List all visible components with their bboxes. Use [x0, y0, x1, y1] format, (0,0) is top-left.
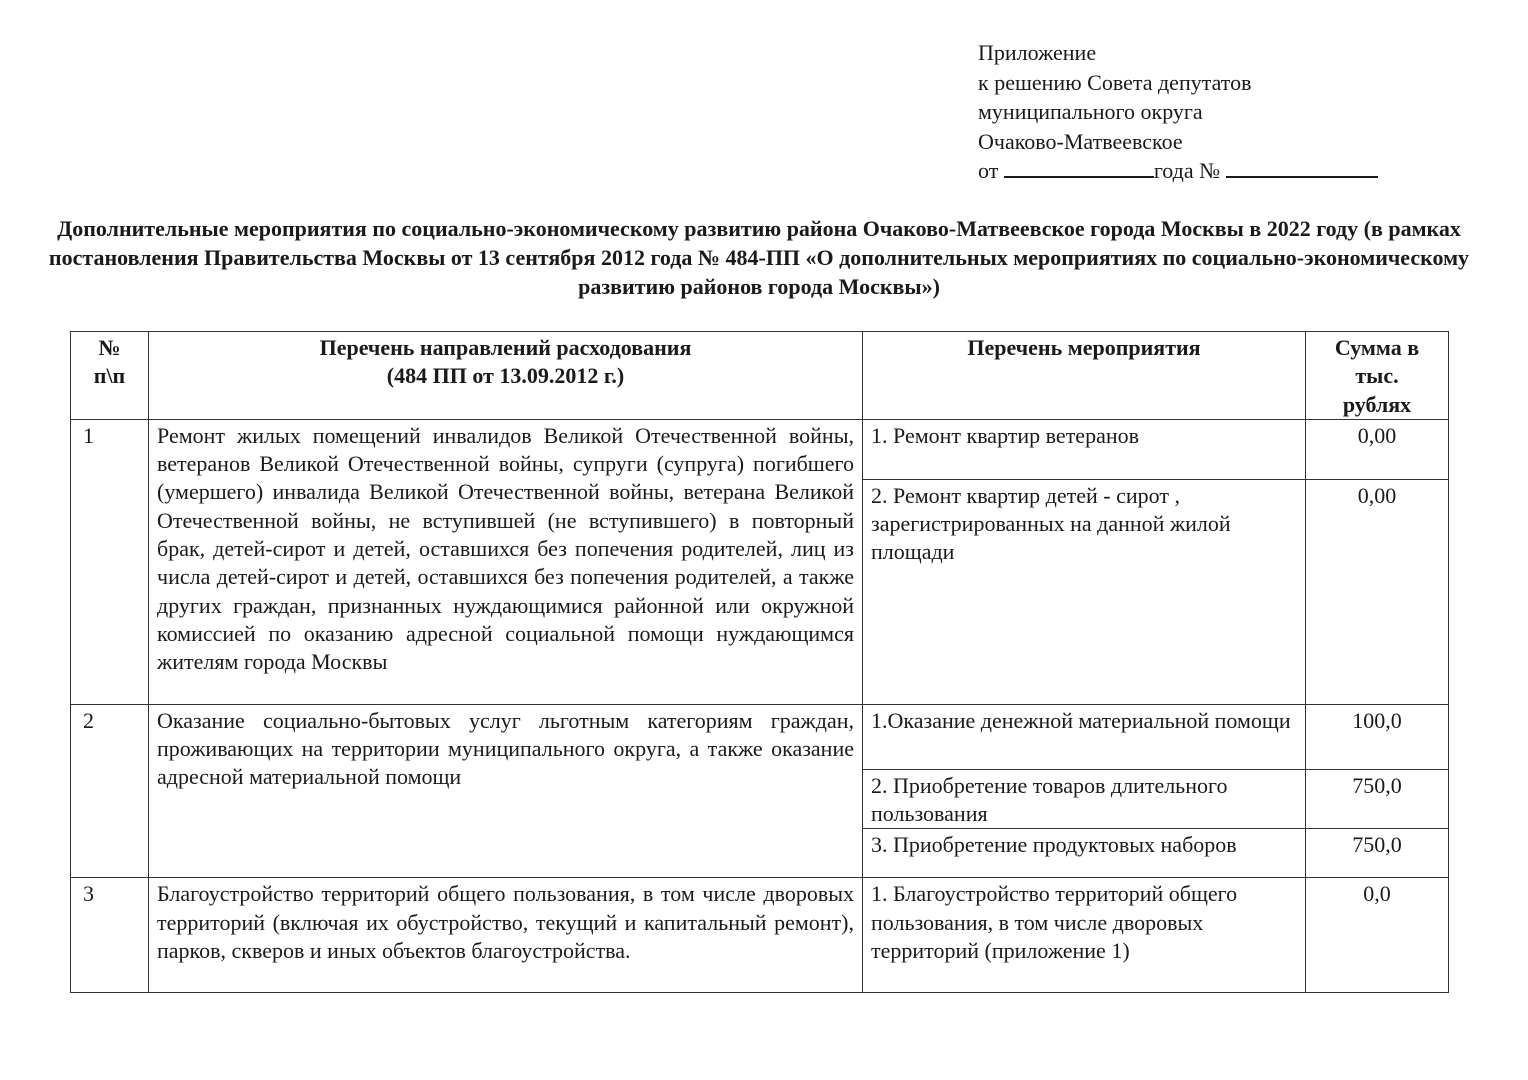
- measures-table: [70, 331, 1449, 993]
- row-sum: 100,0: [1306, 704, 1449, 769]
- row-event: 1. Благоустройство территорий общего пользования, в том числе дворовых территорий (приложение 1): [863, 878, 1306, 993]
- table-row: [71, 878, 1449, 993]
- table-header-row: [71, 332, 1449, 420]
- row-event: 1. Ремонт квартир ветеранов: [863, 419, 1306, 479]
- appendix-line: к решению Совета депутатов: [978, 69, 1252, 95]
- header-event: Перечень мероприятия: [863, 332, 1306, 420]
- row-sum: 0,00: [1306, 419, 1449, 479]
- date-mid: года №: [1153, 158, 1226, 183]
- table-row: [71, 419, 1449, 479]
- header-direction: Перечень направлений расходования (484 ПП от 13.09.2012 г.): [149, 332, 863, 420]
- row-event: 1.Оказание денежной материальной помощи: [863, 704, 1306, 769]
- number-blank: [1226, 158, 1378, 178]
- document-title: Дополнительные мероприятия по социально-экономическому развитию района Очаково-Матвеевское города Москвы в 2022 году (в рамках постановления Правительства Москвы от 13 сентября 2012 года № 484-ПП «О дополнительных мероприятиях по социально-экономическому развитию районов города Москвы»): [48, 216, 1470, 299]
- row-event: 3. Приобретение продуктовых наборов: [863, 829, 1306, 878]
- appendix-line: Приложение: [978, 40, 1097, 65]
- row-number: 3: [71, 878, 149, 993]
- row-direction: Ремонт жилых помещений инвалидов Великой Отечественной войны, ветеранов Великой Отечественной войны, супруги (супруга) погибшего (умершего) инвалида Великой Отечественной войны, ветерана Великой Отечественной войны, не вступившей (не вступившего) в повторный брак, детей-сирот и детей, оставшихся без попечения родителей, лиц из числа детей-сирот и детей, оставшихся без попечения родителей, а также других граждан, признанных нуждающимися районной или окружной комиссией по оказанию адресной социальной помощи нуждающимся жителям города Москвы: [149, 419, 863, 704]
- date-prefix: от: [978, 158, 1004, 183]
- row-number: 1: [71, 419, 149, 704]
- appendix-block: [978, 38, 1378, 186]
- row-number: 2: [71, 704, 149, 878]
- row-event: 2. Ремонт квартир детей - сирот , зарегистрированных на данной жилой площади: [863, 479, 1306, 704]
- header-sum: Сумма в тыс. рублях: [1306, 332, 1449, 420]
- appendix-line: Очаково-Матвеевское: [978, 128, 1183, 154]
- appendix-line: муниципального округа: [978, 99, 1203, 124]
- date-blank: [1004, 158, 1154, 178]
- row-sum: 750,0: [1306, 769, 1449, 829]
- header-num: № п\п: [71, 332, 149, 420]
- row-sum: 750,0: [1306, 829, 1449, 878]
- row-direction: Благоустройство территорий общего пользования, в том числе дворовых территорий (включая их обустройство, текущий и капитальный ремонт), парков, скверов и иных объектов благоустройства.: [149, 878, 863, 993]
- row-direction: Оказание социально-бытовых услуг льготным категориям граждан, проживающих на территории муниципального округа, а также оказание адресной материальной помощи: [149, 704, 863, 878]
- table-row: [71, 704, 1449, 769]
- row-sum: 0,00: [1306, 479, 1449, 704]
- row-event: 2. Приобретение товаров длительного пользования: [863, 769, 1306, 829]
- row-sum: 0,0: [1306, 878, 1449, 993]
- appendix-date-line: [978, 156, 1378, 186]
